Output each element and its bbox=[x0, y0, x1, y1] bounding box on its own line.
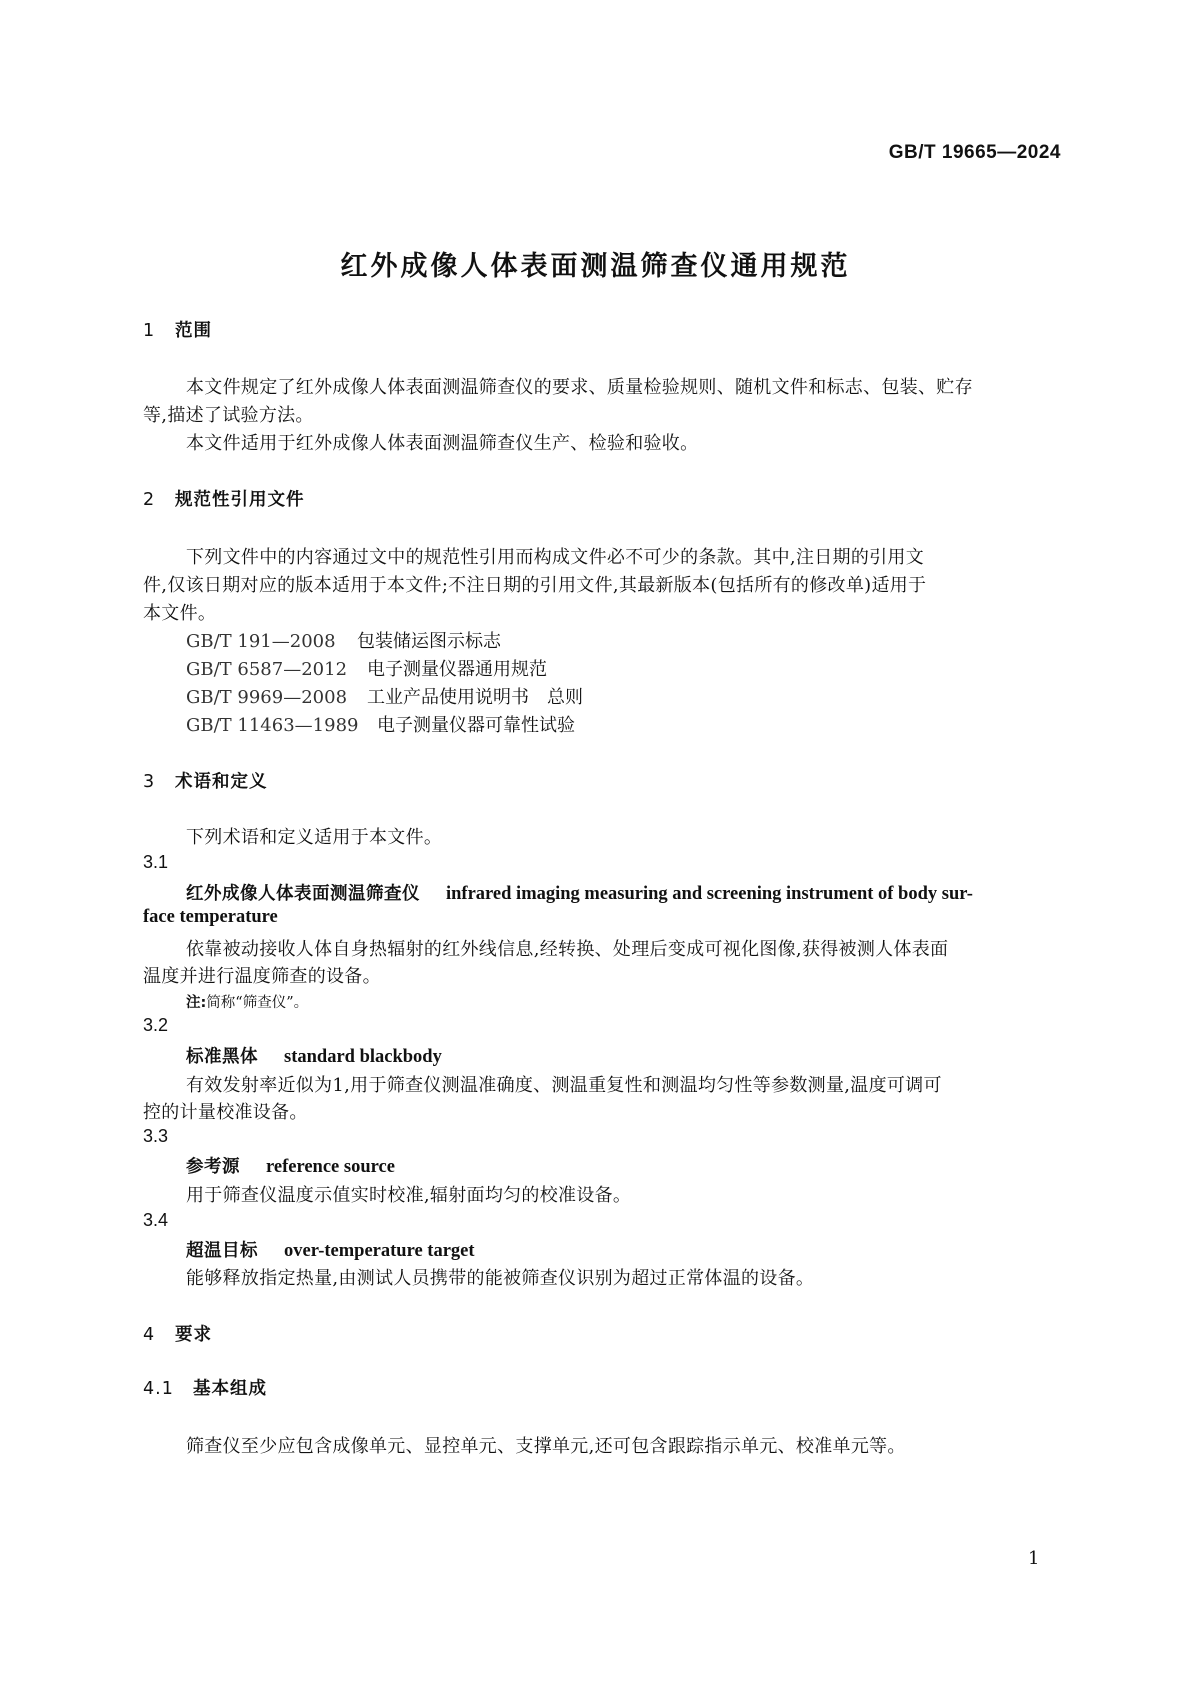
term-number: 3.3 bbox=[143, 1126, 169, 1146]
term-number: 3.1 bbox=[143, 852, 169, 872]
normative-reference bbox=[186, 683, 583, 709]
term-chinese: 标准黑体 bbox=[186, 1047, 258, 1067]
section-title: 范围 bbox=[175, 321, 212, 341]
term-number: 3.2 bbox=[143, 1015, 169, 1035]
term-definition-line-1: 用于筛查仪温度示值实时校准,辐射面均匀的校准设备。 bbox=[186, 1185, 632, 1206]
term-definition-line-2: 控的计量校准设备。 bbox=[143, 1102, 308, 1123]
reference-title: 电子测量仪器通用规范 bbox=[367, 659, 547, 680]
section-number: 1 bbox=[143, 321, 156, 341]
term-english: standard blackbody bbox=[284, 1047, 442, 1067]
term-chinese: 红外成像人体表面测温筛查仪 bbox=[186, 884, 420, 904]
section-title: 要求 bbox=[175, 1325, 212, 1345]
term-heading bbox=[186, 1153, 395, 1178]
term-definition-line-1: 能够释放指定热量,由测试人员携带的能被筛查仪识别为超过正常体温的设备。 bbox=[186, 1268, 815, 1289]
term-chinese: 参考源 bbox=[186, 1157, 240, 1177]
reference-code: GB/T 6587—2012 bbox=[186, 659, 348, 680]
term-number: 3.4 bbox=[143, 1210, 169, 1230]
reference-code: GB/T 9969—2008 bbox=[186, 687, 348, 708]
section-title: 术语和定义 bbox=[175, 772, 268, 792]
reference-code: GB/T 191—2008 bbox=[186, 631, 336, 652]
term-heading bbox=[186, 1237, 475, 1262]
normative-reference bbox=[186, 711, 575, 737]
normative-reference bbox=[186, 627, 501, 653]
note-label: 注: bbox=[186, 995, 207, 1011]
section-2-paragraph-line-1: 下列文件中的内容通过文中的规范性引用而构成文件必不可少的条款。其中,注日期的引用文 bbox=[186, 547, 925, 568]
standard-code: GB/T 19665—2024 bbox=[888, 142, 1061, 163]
term-english: face temperature bbox=[143, 907, 278, 927]
section-1-paragraph-1-line-2: 等,描述了试验方法。 bbox=[143, 405, 314, 426]
reference-code: GB/T 11463—1989 bbox=[186, 715, 359, 736]
note-text: 简称“筛查仪”。 bbox=[206, 995, 309, 1011]
term-definition-line-1: 依靠被动接收人体自身热辐射的红外线信息,经转换、处理后变成可视化图像,获得被测人体表面 bbox=[186, 939, 949, 960]
subsection-number: 4.1 bbox=[143, 1379, 174, 1399]
term-note bbox=[186, 991, 308, 1012]
section-number: 3 bbox=[143, 772, 156, 792]
section-title: 规范性引用文件 bbox=[175, 490, 305, 510]
term-heading-continuation bbox=[143, 907, 278, 928]
term-definition-line-2: 温度并进行温度筛查的设备。 bbox=[143, 966, 381, 987]
subsection-title: 基本组成 bbox=[193, 1379, 267, 1399]
term-english: over-temperature target bbox=[284, 1241, 475, 1261]
subsection-4-1-heading bbox=[143, 1375, 267, 1400]
section-2-paragraph-line-3: 本文件。 bbox=[143, 603, 217, 624]
reference-title: 包装储运图示标志 bbox=[357, 631, 501, 652]
section-1-paragraph-1-line-1: 本文件规定了红外成像人体表面测温筛查仪的要求、质量检验规则、随机文件和标志、包装、贮存 bbox=[186, 377, 973, 398]
section-number: 2 bbox=[143, 490, 156, 510]
subsection-4-1-paragraph: 筛查仪至少应包含成像单元、显控单元、支撑单元,还可包含跟踪指示单元、校准单元等。 bbox=[186, 1436, 906, 1457]
section-2-heading bbox=[143, 486, 305, 511]
term-heading bbox=[186, 880, 973, 905]
section-4-heading bbox=[143, 1321, 212, 1346]
reference-title: 工业产品使用说明书 总则 bbox=[367, 687, 583, 708]
page-number: 1 bbox=[1028, 1548, 1040, 1569]
term-definition-line-1: 有效发射率近似为1,用于筛查仪测温准确度、测温重复性和测温均匀性等参数测量,温度可调可 bbox=[186, 1075, 942, 1096]
normative-reference bbox=[186, 655, 547, 681]
document-title: 红外成像人体表面测温筛查仪通用规范 bbox=[340, 251, 851, 282]
section-3-heading bbox=[143, 768, 268, 793]
term-english: infrared imaging measuring and screening instrument of body sur- bbox=[446, 884, 973, 904]
term-english: reference source bbox=[266, 1157, 395, 1177]
section-1-heading bbox=[143, 317, 212, 342]
term-heading bbox=[186, 1043, 442, 1068]
section-1-paragraph-2: 本文件适用于红外成像人体表面测温筛查仪生产、检验和验收。 bbox=[186, 433, 699, 454]
section-number: 4 bbox=[143, 1325, 156, 1345]
term-chinese: 超温目标 bbox=[186, 1241, 258, 1261]
section-3-intro: 下列术语和定义适用于本文件。 bbox=[186, 827, 443, 848]
section-2-paragraph-line-2: 件,仅该日期对应的版本适用于本文件;不注日期的引用文件,其最新版本(包括所有的修改单)适用于 bbox=[143, 575, 927, 596]
reference-title: 电子测量仪器可靠性试验 bbox=[377, 715, 575, 736]
